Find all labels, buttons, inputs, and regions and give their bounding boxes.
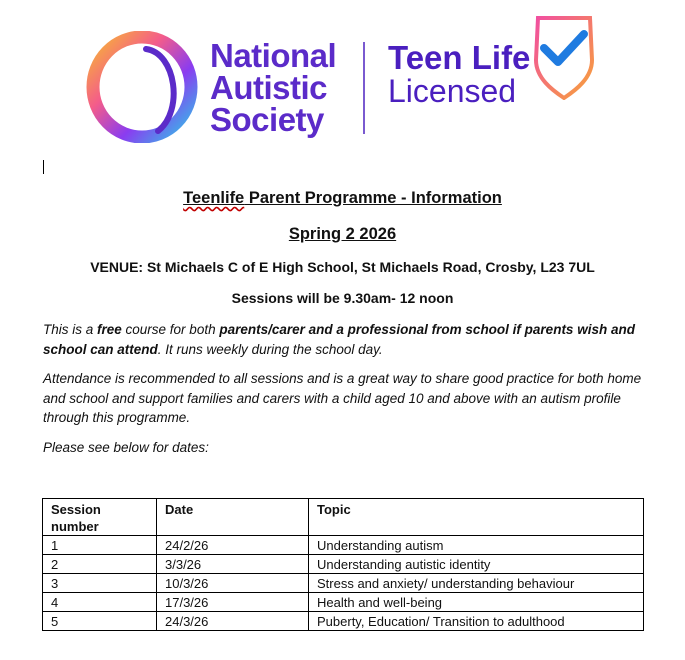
date-cell: 24/3/26: [157, 612, 309, 631]
intro-paragraph: This is a free course for both parents/carer and a professional from school if parents wish and school can attend. It runs weekly during the school day.: [43, 322, 635, 357]
topic-cell: Understanding autism: [309, 536, 644, 555]
header-topic: Topic: [309, 499, 644, 536]
dates-note: Please see below for dates:: [43, 440, 209, 455]
nas-line-1: National: [210, 37, 337, 74]
table-header-row: [43, 499, 644, 536]
topic-cell: Puberty, Education/ Transition to adulthood: [309, 612, 644, 631]
teen-life-title: Teen Life: [388, 39, 531, 76]
nas-line-2: Autistic: [210, 69, 328, 106]
table-row: [43, 536, 644, 555]
header-session-number: Session number: [43, 499, 157, 536]
nas-logo-ring-icon: [86, 31, 198, 143]
table-row: [43, 574, 644, 593]
sessions-table: [42, 498, 644, 631]
session-cell: 1: [43, 536, 157, 555]
teen-life-subtitle: Licensed: [388, 73, 517, 109]
header-date: Date: [157, 499, 309, 536]
topic-cell: Stress and anxiety/ understanding behaviour: [309, 574, 644, 593]
title-rest: Parent Programme - Information: [244, 189, 502, 207]
logo-divider: [363, 42, 365, 134]
date-cell: 17/3/26: [157, 593, 309, 612]
date-cell: 24/2/26: [157, 536, 309, 555]
nas-wordmark: [210, 37, 360, 138]
term-heading: Spring 2 2026: [288, 225, 397, 243]
header-logos: [0, 0, 685, 150]
document-title: [0, 189, 685, 208]
table-row: [43, 593, 644, 612]
session-cell: 5: [43, 612, 157, 631]
table-row: [43, 555, 644, 574]
title-prefix: Teenlife: [183, 189, 245, 207]
table-row: [43, 612, 644, 631]
session-cell: 4: [43, 593, 157, 612]
topic-cell: Health and well-being: [309, 593, 644, 612]
shield-check-icon: [530, 12, 598, 100]
session-times: Sessions will be 9.30am- 12 noon: [231, 290, 454, 306]
topic-cell: Understanding autistic identity: [309, 555, 644, 574]
date-cell: 10/3/26: [157, 574, 309, 593]
date-cell: 3/3/26: [157, 555, 309, 574]
text-cursor: [43, 160, 44, 174]
session-cell: 3: [43, 574, 157, 593]
venue-line: VENUE: St Michaels C of E High School, St Michaels Road, Crosby, L23 7UL: [90, 259, 595, 275]
nas-line-3: Society: [210, 101, 324, 138]
attendance-paragraph: Attendance is recommended to all sessions and is a great way to share good practice for both home and school and support families and carers with a child aged 10 and above with an autism profile through this programme.: [43, 371, 642, 425]
session-cell: 2: [43, 555, 157, 574]
